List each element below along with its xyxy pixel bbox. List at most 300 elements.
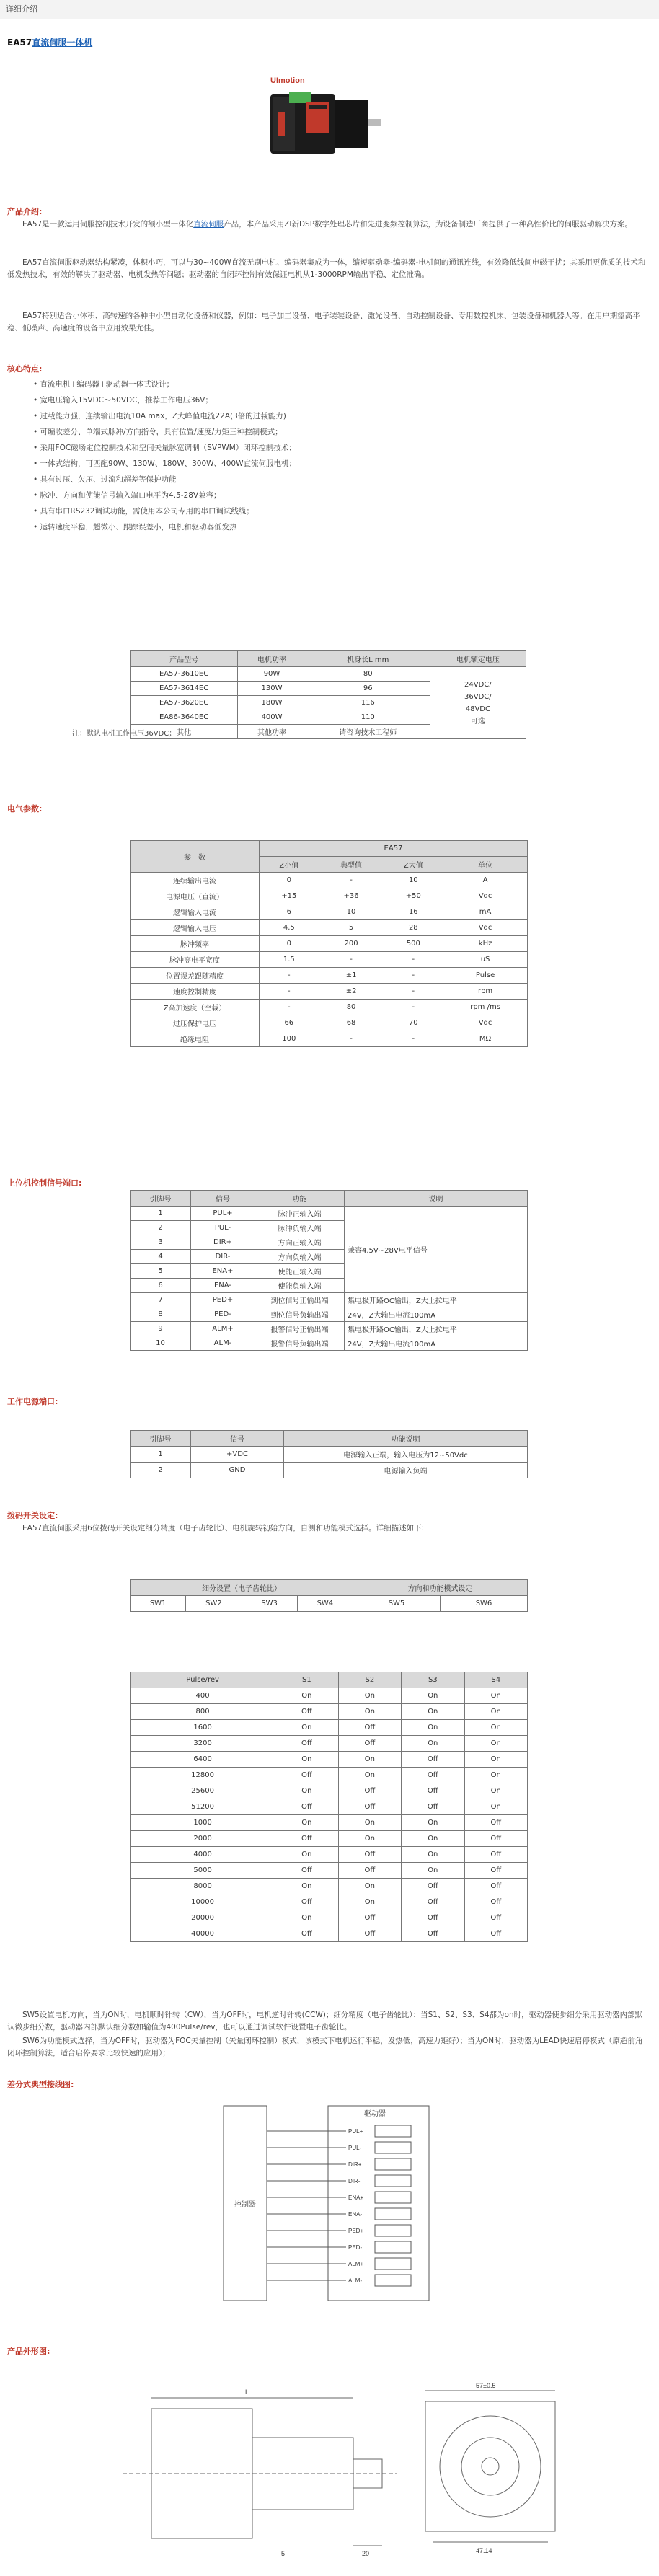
table-cell: ±2: [319, 984, 384, 1000]
table-cell: Z高加速度（空载）: [131, 1000, 260, 1015]
model-col-header: 电机功率: [238, 651, 306, 667]
table-cell: 1600: [131, 1720, 275, 1736]
table-cell: 116: [306, 696, 430, 710]
table-cell: On: [464, 1783, 527, 1799]
table-cell: On: [464, 1720, 527, 1736]
col-header: S1: [275, 1672, 338, 1688]
signal-label: DIR-: [348, 2178, 361, 2184]
table-row: [131, 1879, 528, 1894]
table-cell: 集电极开路OC输出，Z大上拉电平: [345, 1322, 528, 1336]
table-cell: -: [384, 952, 443, 968]
dip-group-header: 细分设置（电子齿轮比）: [131, 1580, 353, 1596]
table-cell: GND: [191, 1463, 284, 1478]
power-port-heading: 工作电源端口:: [7, 1397, 58, 1406]
table-cell: Off: [402, 1752, 464, 1768]
table-cell: 绝缘电阻: [131, 1031, 260, 1047]
optocoupler: [375, 2275, 411, 2286]
table-cell: +VDC: [191, 1447, 284, 1463]
table-cell: On: [464, 1688, 527, 1704]
table-cell: 使能正输入端: [255, 1264, 345, 1279]
col-header: 功能说明: [284, 1431, 528, 1447]
table-cell: SW1: [131, 1596, 186, 1612]
model-col-header: 电机额定电压: [430, 651, 526, 667]
table-cell: 5: [131, 1264, 191, 1279]
table-cell: Vdc: [443, 920, 528, 936]
table-cell: On: [275, 1783, 338, 1799]
table-cell: 电源输入负端: [284, 1463, 528, 1478]
table-cell: On: [464, 1752, 527, 1768]
table-cell: Off: [464, 1910, 527, 1926]
feature-item: • 脉冲、方向和使能信号输入端口电平为4.5-28V兼容；: [33, 488, 296, 503]
table-cell: 脉冲高电平宽度: [131, 952, 260, 968]
table-cell: On: [402, 1720, 464, 1736]
dip-switch-table: [130, 1579, 528, 1612]
table-row: [131, 1926, 528, 1942]
control-port-heading: 上位机控制信号端口:: [7, 1178, 82, 1188]
table-cell: Off: [402, 1894, 464, 1910]
table-cell: Off: [338, 1736, 401, 1752]
table-cell: On: [275, 1688, 338, 1704]
table-cell: 24V，Z大输出电流100mA: [345, 1336, 528, 1351]
table-cell: 脉冲负输入端: [255, 1221, 345, 1235]
table-cell: 兼容4.5V~28V电平信号: [345, 1207, 528, 1293]
table-cell: 到位信号负输出端: [255, 1307, 345, 1322]
feature-item: • 运转速度平稳，超微小、跟踪误差小，电机和驱动器低发热: [33, 519, 296, 535]
table-cell: SW5: [353, 1596, 441, 1612]
table-cell: 10: [319, 904, 384, 920]
table-cell: 400: [131, 1688, 275, 1704]
title-link[interactable]: 直流伺服一体机: [32, 38, 93, 48]
table-cell: Off: [275, 1863, 338, 1879]
table-cell: On: [338, 1688, 401, 1704]
table-row: [131, 1688, 528, 1704]
servo-link[interactable]: 直流伺服: [193, 220, 224, 229]
col-header: 引脚号: [131, 1191, 191, 1207]
feature-item: • 具有过压、欠压、过流和超差等保护功能: [33, 472, 296, 488]
feature-item: • 过载能力强，连续输出电流10A max，Z大峰值电流22A(3倍的过载能力): [33, 408, 296, 424]
table-cell: On: [275, 1815, 338, 1831]
table-cell: 66: [260, 1015, 319, 1031]
table-row: [131, 1015, 528, 1031]
table-cell: 电源电压（直流）: [131, 888, 260, 904]
table-cell: 2: [131, 1463, 191, 1478]
table-cell: 0: [260, 873, 319, 888]
table-cell: 其他功率: [238, 725, 306, 739]
table-cell: 5: [319, 920, 384, 936]
table-row: [131, 936, 528, 952]
table-cell: Off: [402, 1768, 464, 1783]
table-cell: On: [338, 1815, 401, 1831]
table-cell: On: [402, 1831, 464, 1847]
table-cell: 6: [131, 1279, 191, 1293]
table-cell: 1000: [131, 1815, 275, 1831]
intro-paragraph-3: EA57特别适合小体积、高转速的各种中小型自动化设备和仪器，例如：电子加工设备、电子装装设备、激光设备、自动控制设备、专用数控机床、包装设备和机器人等。在用户期望高平稳、低噪声、高速度的设备中应用效果尤佳。: [7, 312, 640, 332]
table-cell: 请咨询技术工程师: [306, 725, 430, 739]
intro-paragraph-1: EA57是一款运用伺服控制技术开发的额小型一体化直流伺服产品，本产品采用ZI新DSP数字处理芯片和先进变频控制算法，为设备制造厂商提供了一种高性价比的伺服驱动解决方案。: [22, 220, 633, 229]
optocoupler: [375, 2208, 411, 2220]
col-header: 引脚号: [131, 1431, 191, 1447]
table-row: [131, 1815, 528, 1831]
table-cell: 3200: [131, 1736, 275, 1752]
table-cell: 400W: [238, 710, 306, 725]
dip-heading: 拨码开关设定:: [7, 1511, 58, 1520]
table-cell: 脉冲正输入端: [255, 1207, 345, 1221]
table-cell: Off: [275, 1768, 338, 1783]
table-row: [131, 1831, 528, 1847]
table-cell: -: [260, 1000, 319, 1015]
dim-inner: 47.14: [476, 2547, 492, 2554]
table-cell: 1: [131, 1447, 191, 1463]
table-cell: 90W: [238, 667, 306, 682]
table-cell: -: [319, 1031, 384, 1047]
table-cell: PUL+: [191, 1207, 255, 1221]
signal-label: PED+: [348, 2228, 364, 2234]
table-cell: A: [443, 873, 528, 888]
feature-item: • 可编收差分、单端式脉冲/方向指令，具有位置/速度/力矩三种控制模式；: [33, 424, 296, 440]
signal-label: ALM+: [348, 2261, 364, 2267]
table-cell: EA57-3614EC: [131, 682, 238, 696]
table-row: [131, 888, 528, 904]
table-cell: 130W: [238, 682, 306, 696]
table-cell: ±1: [319, 968, 384, 984]
table-cell: 80: [319, 1000, 384, 1015]
table-cell: Vdc: [443, 1015, 528, 1031]
table-cell: On: [402, 1704, 464, 1720]
table-cell: On: [402, 1847, 464, 1863]
table-cell: 6400: [131, 1752, 275, 1768]
table-cell: Off: [464, 1831, 527, 1847]
table-cell: 方向负输入端: [255, 1250, 345, 1264]
optocoupler: [375, 2125, 411, 2137]
col-header: 信号: [191, 1191, 255, 1207]
voltage-cell: 24VDC/ 36VDC/ 48VDC 可选: [430, 667, 526, 739]
table-cell: 70: [384, 1015, 443, 1031]
table-cell: 20000: [131, 1910, 275, 1926]
table-cell: 100: [260, 1031, 319, 1047]
table-cell: Off: [464, 1894, 527, 1910]
table-cell: PUL-: [191, 1221, 255, 1235]
table-cell: 8: [131, 1307, 191, 1322]
feature-item: • 一体式结构，可匹配90W、130W、180W、300W、400W直流伺服电机；: [33, 456, 296, 472]
table-cell: 80: [306, 667, 430, 682]
table-cell: -: [384, 968, 443, 984]
table-cell: ENA+: [191, 1264, 255, 1279]
table-cell: 28: [384, 920, 443, 936]
table-cell: Off: [402, 1910, 464, 1926]
table-cell: -: [384, 1031, 443, 1047]
optocoupler: [375, 2158, 411, 2170]
table-cell: Off: [402, 1926, 464, 1942]
table-row: [131, 1768, 528, 1783]
signal-label: DIR+: [348, 2161, 362, 2168]
table-cell: On: [275, 1879, 338, 1894]
table-cell: -: [260, 968, 319, 984]
optocoupler: [375, 2241, 411, 2253]
table-cell: 其他: [131, 725, 238, 739]
table-cell: 180W: [238, 696, 306, 710]
table-cell: mA: [443, 904, 528, 920]
table-cell: 使能负输入端: [255, 1279, 345, 1293]
table-cell: Off: [338, 1720, 401, 1736]
table-cell: 集电极开路OC输出，Z大上拉电平: [345, 1293, 528, 1307]
table-cell: Off: [275, 1926, 338, 1942]
table-cell: SW2: [186, 1596, 242, 1612]
table-row: [131, 1799, 528, 1815]
wire-lines: [267, 2125, 411, 2286]
table-cell: Off: [338, 1926, 401, 1942]
table-cell: 96: [306, 682, 430, 696]
table-cell: rpm: [443, 984, 528, 1000]
table-cell: 800: [131, 1704, 275, 1720]
dimension-drawing: [108, 2380, 562, 2560]
col-header: 信号: [191, 1431, 284, 1447]
table-cell: PED+: [191, 1293, 255, 1307]
table-cell: Pulse: [443, 968, 528, 984]
table-cell: EA57-3610EC: [131, 667, 238, 682]
table-cell: 报警信号正输出端: [255, 1322, 345, 1336]
table-cell: -: [319, 952, 384, 968]
table-cell: 到位信号正输出端: [255, 1293, 345, 1307]
table-cell: 25600: [131, 1783, 275, 1799]
signal-label: PED-: [348, 2244, 363, 2251]
param-header: 参 数: [131, 841, 260, 873]
table-cell: On: [275, 1720, 338, 1736]
table-row: [131, 1863, 528, 1879]
table-cell: 1.5: [260, 952, 319, 968]
signal-label: PUL-: [348, 2145, 362, 2151]
table-cell: 位置误差跟随精度: [131, 968, 260, 984]
feature-item: • 具有串口RS232调试功能，需使用本公司专用的串口调试线缆；: [33, 503, 296, 519]
table-cell: SW4: [297, 1596, 353, 1612]
table-cell: 500: [384, 936, 443, 952]
table-cell: EA86-3640EC: [131, 710, 238, 725]
table-cell: PED-: [191, 1307, 255, 1322]
dimensions-heading: 产品外形图:: [7, 2347, 50, 2356]
model-col-header: 机身长L mm: [306, 651, 430, 667]
table-cell: 逻辑输入电压: [131, 920, 260, 936]
table-cell: On: [338, 1768, 401, 1783]
table-cell: 2000: [131, 1831, 275, 1847]
optocoupler: [375, 2225, 411, 2236]
table-cell: Off: [464, 1815, 527, 1831]
table-cell: On: [464, 1768, 527, 1783]
table-row: [131, 920, 528, 936]
table-cell: -: [384, 1000, 443, 1015]
table-cell: On: [275, 1847, 338, 1863]
dim-shaft: 20: [362, 2550, 370, 2557]
table-row: [131, 984, 528, 1000]
table-row: [131, 1752, 528, 1768]
col-header: S3: [402, 1672, 464, 1688]
signal-label: PUL+: [348, 2128, 363, 2135]
table-cell: 2: [131, 1221, 191, 1235]
table-cell: 7: [131, 1293, 191, 1307]
table-cell: DIR-: [191, 1250, 255, 1264]
intro-heading: 产品介绍:: [7, 207, 43, 216]
table-cell: On: [402, 1736, 464, 1752]
table-cell: kHz: [443, 936, 528, 952]
table-cell: On: [464, 1736, 527, 1752]
signal-label: ENA+: [348, 2195, 364, 2201]
table-row: [131, 1031, 528, 1047]
col-header: 典型值: [319, 857, 384, 873]
table-row: [131, 1720, 528, 1736]
table-cell: 40000: [131, 1926, 275, 1942]
table-cell: Off: [275, 1704, 338, 1720]
table-row: [131, 1910, 528, 1926]
features-heading: 核心特点:: [7, 364, 43, 374]
table-cell: On: [275, 1910, 338, 1926]
signal-label: ALM-: [348, 2277, 363, 2284]
table-cell: ALM+: [191, 1322, 255, 1336]
feature-item: • 宽电压输入15VDC～50VDC，推荐工作电压36V；: [33, 392, 296, 408]
subdivision-table: [130, 1672, 528, 1942]
table-cell: Off: [402, 1799, 464, 1815]
table-cell: 9: [131, 1322, 191, 1336]
table-cell: +15: [260, 888, 319, 904]
table-cell: Off: [464, 1879, 527, 1894]
table-cell: ENA-: [191, 1279, 255, 1293]
table-cell: Off: [275, 1894, 338, 1910]
table-cell: DIR+: [191, 1235, 255, 1250]
table-cell: On: [464, 1704, 527, 1720]
table-cell: SW3: [242, 1596, 297, 1612]
table-cell: 16: [384, 904, 443, 920]
table-cell: -: [319, 873, 384, 888]
brand-logo: UImotion: [270, 76, 305, 85]
table-row: [131, 1704, 528, 1720]
driver-label: 驱动器: [364, 2110, 386, 2118]
table-cell: 200: [319, 936, 384, 952]
table-cell: SW6: [440, 1596, 527, 1612]
col-header: Z小值: [260, 857, 319, 873]
power-port-table: [130, 1430, 528, 1478]
table-cell: uS: [443, 952, 528, 968]
feature-item: • 采用FOC磁场定位控制技术和空间矢量脉宽调制（SVPWM）闭环控制技术；: [33, 440, 296, 456]
table-row: [131, 1894, 528, 1910]
table-cell: 6: [260, 904, 319, 920]
table-cell: +36: [319, 888, 384, 904]
table-cell: 0: [260, 936, 319, 952]
table-cell: On: [338, 1894, 401, 1910]
col-header: 功能: [255, 1191, 345, 1207]
table-cell: Off: [402, 1783, 464, 1799]
table-row: [131, 1736, 528, 1752]
table-cell: On: [464, 1799, 527, 1815]
table-cell: On: [338, 1704, 401, 1720]
dip-intro: EA57直流伺服采用6位拨码开关设定细分精度（电子齿轮比）、电机旋转初始方向，自测和功能模式选择。详细描述如下:: [22, 1524, 425, 1532]
page-title: EA57直流伺服一体机: [7, 38, 93, 48]
signal-label: ENA-: [348, 2211, 363, 2218]
table-cell: 5000: [131, 1863, 275, 1879]
table-cell: On: [402, 1815, 464, 1831]
product-image: [263, 69, 393, 169]
table-cell: EA57-3620EC: [131, 696, 238, 710]
table-cell: 逻辑输入电流: [131, 904, 260, 920]
table-cell: Off: [338, 1910, 401, 1926]
feature-item: • 直流电机+编码器+驱动器一体式设计；: [33, 376, 296, 392]
table-cell: 110: [306, 710, 430, 725]
table-row: [131, 1783, 528, 1799]
table-cell: 方向正输入端: [255, 1235, 345, 1250]
table-cell: 1: [131, 1207, 191, 1221]
table-cell: 过压保护电压: [131, 1015, 260, 1031]
table-cell: On: [338, 1831, 401, 1847]
control-port-table: [130, 1190, 528, 1351]
table-cell: 4000: [131, 1847, 275, 1863]
table-row: [131, 1000, 528, 1015]
table-cell: On: [338, 1752, 401, 1768]
table-cell: On: [402, 1863, 464, 1879]
col-header: Z大值: [384, 857, 443, 873]
dip-group-header: 方向和功能模式设定: [353, 1580, 528, 1596]
table-cell: 8000: [131, 1879, 275, 1894]
table-cell: Off: [338, 1847, 401, 1863]
table-cell: -: [384, 984, 443, 1000]
table-cell: On: [402, 1688, 464, 1704]
dim-top: 57±0.5: [476, 2382, 496, 2389]
col-header: S2: [338, 1672, 401, 1688]
model-table: [130, 650, 526, 739]
intro-paragraph-2: EA57直流伺服驱动器结构紧凑，体积小巧，可以与30~400W直流无刷电机、编码器集成为一体，缩短驱动器-编码器-电机间的通讯连线，有效降低线间电磁干扰；其采用更优质的技术和低发热技术，有效的解决了驱动器、电机发热等问题；驱动器的自闭环控制有效保证电机从1-3000RPM输出平稳、定位准确。: [7, 258, 646, 279]
table-cell: Off: [402, 1879, 464, 1894]
feature-list: [33, 376, 296, 535]
electrical-heading: 电气参数:: [7, 804, 43, 813]
table-cell: 连续输出电流: [131, 873, 260, 888]
model-note: 注：默认电机工作电压36VDC；: [72, 730, 177, 738]
optocoupler: [375, 2192, 411, 2203]
table-cell: +50: [384, 888, 443, 904]
table-cell: 报警信号负输出端: [255, 1336, 345, 1351]
table-cell: 电源输入正端，输入电压为12~50Vdc: [284, 1447, 528, 1463]
table-cell: Off: [464, 1847, 527, 1863]
table-row: [131, 873, 528, 888]
optocoupler: [375, 2258, 411, 2270]
dim-length: L: [245, 2388, 249, 2396]
table-cell: On: [275, 1752, 338, 1768]
col-header: 单位: [443, 857, 528, 873]
table-cell: Off: [338, 1799, 401, 1815]
table-cell: 12800: [131, 1768, 275, 1783]
model-col-header: 产品型号: [131, 651, 238, 667]
table-cell: rpm /ms: [443, 1000, 528, 1015]
table-cell: Off: [275, 1736, 338, 1752]
table-cell: 速度控制精度: [131, 984, 260, 1000]
table-cell: Off: [464, 1863, 527, 1879]
table-cell: ALM-: [191, 1336, 255, 1351]
table-row: [131, 968, 528, 984]
col-header: Pulse/rev: [131, 1672, 275, 1688]
dip-note-1: SW5设置电机方向，当为ON时，电机顺时针转（CW），当为OFF时，电机逆时针转(CCW)；细分精度（电子齿轮比）：当S1、S2、S3、S4都为on时，驱动器使步细分采用驱动器内部默认微步细分数，驱动器内部默认细分数如输值为400Pulse/rev，也可以通过调试软件设置电子齿轮比。: [7, 2011, 643, 2032]
table-cell: 24V，Z大输出电流100mA: [345, 1307, 528, 1322]
dim-small: 5: [281, 2550, 286, 2557]
electrical-table: [130, 840, 528, 1047]
table-cell: 10: [131, 1336, 191, 1351]
col-header: 说明: [345, 1191, 528, 1207]
optocoupler: [375, 2142, 411, 2153]
table-cell: 3: [131, 1235, 191, 1250]
table-cell: On: [338, 1879, 401, 1894]
group-header: EA57: [260, 841, 528, 857]
table-cell: Off: [338, 1863, 401, 1879]
controller-label: 控制器: [234, 2201, 256, 2209]
table-row: [131, 904, 528, 920]
table-cell: Off: [464, 1926, 527, 1942]
wiring-heading: 差分式典型接线图:: [7, 2080, 74, 2089]
table-row: [131, 1847, 528, 1863]
optocoupler: [375, 2175, 411, 2187]
tab-label: 详细介绍: [6, 4, 37, 14]
